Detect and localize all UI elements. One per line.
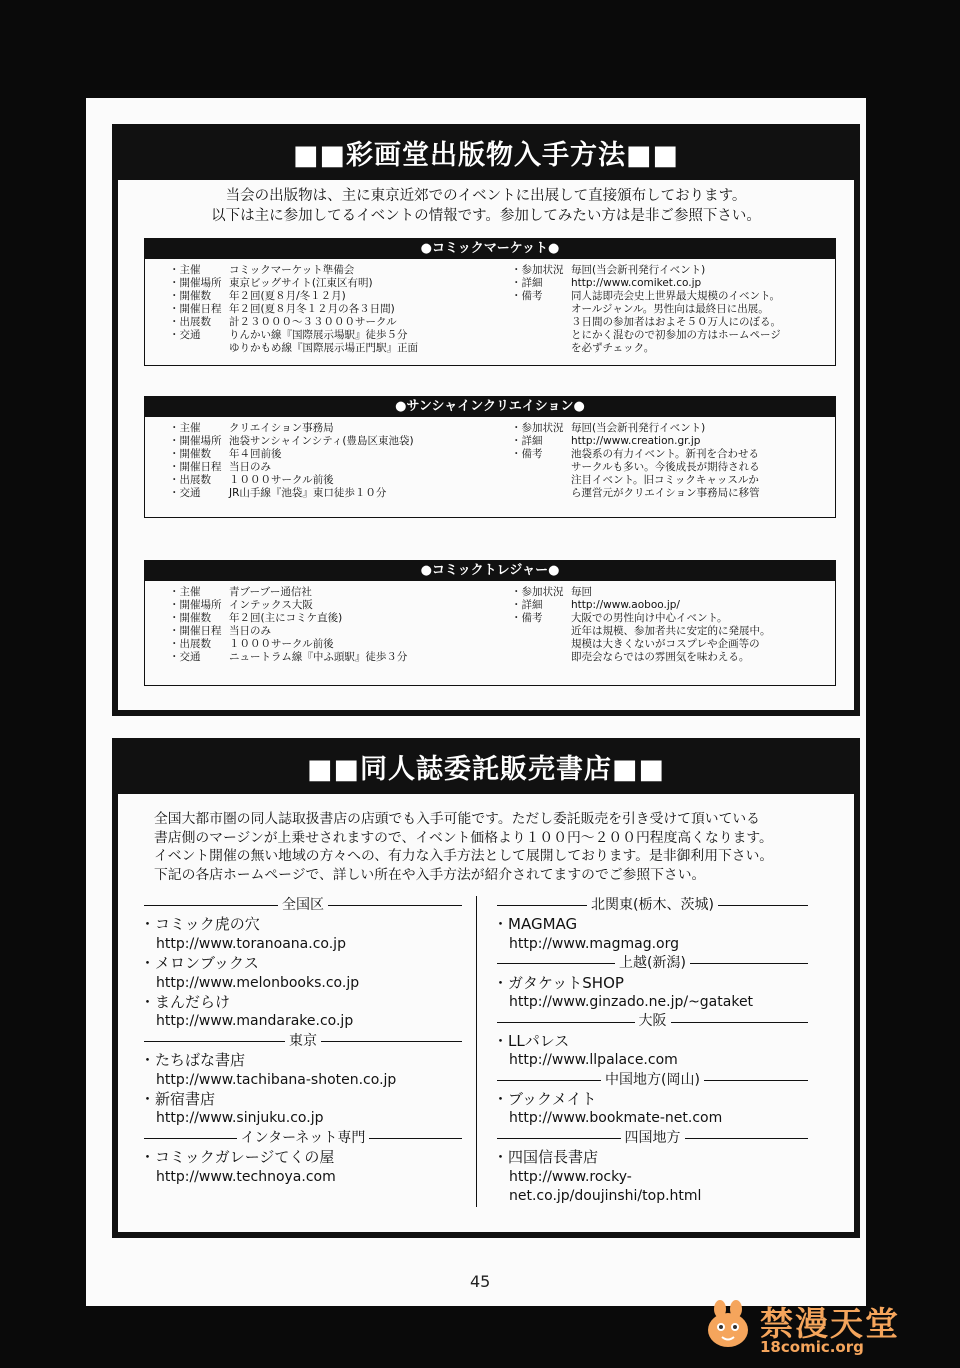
shop-url-link[interactable]: http://www.sinjuku.co.jp [156,1110,324,1127]
detail-value: 東京ビッグサイト(江東区有明) [229,277,373,289]
detail-value: りんかい線『国際展示場駅』徒歩５分 [229,329,408,341]
detail-key: ・ 出展数 [169,638,229,651]
event-title: ●コミックトレジャー● [145,561,835,581]
intro-line: 以下は主に参加してるイベントの情報です。参加してみたい方は是非ご参照下さい。 [211,208,761,224]
detail-value: 同人誌即売会史上世界最大規模のイベント。 [571,290,781,302]
event-info-panel [112,124,860,716]
shop-url-link[interactable]: http://www.technoya.com [156,1168,336,1185]
detail-continuation: 注目イベント。旧コミックキャッスルか [571,474,759,486]
event-detail-row [169,599,511,612]
detail-value: http://www.creation.gr.jp [571,435,701,447]
shop-url-link[interactable]: http://www.melonbooks.co.jp [156,974,360,991]
event-details-left [169,586,511,664]
shop-name: ・ たちばな書店 [140,1051,466,1070]
detail-value: 大阪での男性向け中心イベント。 [571,612,728,624]
event-detail-row [169,422,511,435]
event-details [145,417,835,500]
section2-intro [154,810,773,884]
event-detail-row [169,474,511,487]
shop-name: ・ まんだらけ [140,993,466,1012]
detail-continuation: ゆりかもめ線『国際展示場正門駅』正面 [229,342,418,354]
shop-url-link[interactable]: http://www.ginzado.ne.jp/~gataket [509,994,754,1011]
event-detail-row [511,435,831,448]
site-watermark [702,1296,934,1358]
detail-key: ・ 主催 [169,586,229,599]
detail-value: １０００サークル前後 [229,638,334,650]
detail-value: コミックマーケット準備会 [229,264,355,276]
event-details-right [511,422,831,500]
event-details-right [511,586,831,664]
event-details-left [169,422,511,500]
page-number: 45 [470,1272,491,1291]
region-heading: 四国地方 [493,1129,812,1148]
intro-line: イベント開催の無い地域の方々への、有力な入手方法として展開しております。是非御利用下さい。 [154,848,774,864]
detail-value: http://www.comiket.co.jp [571,277,702,289]
shop-url-link[interactable]: http://www.tachibana-shoten.co.jp [156,1071,397,1088]
event-detail-row [169,612,511,625]
shop-url-link[interactable]: http://www.magmag.org [509,935,680,952]
detail-key: ・ 備考 [511,448,571,461]
detail-value: 計２３０００～３３０００サークル [229,316,397,328]
event-details [145,259,835,355]
shop-url-link[interactable]: http://www.llpalace.com [509,1052,678,1069]
detail-value: １０００サークル前後 [229,474,334,486]
detail-value: ニュートラム線『中ふ頭駅』徒歩３分 [229,651,408,663]
detail-value: 当日のみ [229,461,271,473]
detail-value: 年２回(夏８月冬１２月の各３日間) [229,303,395,315]
shop-url-link[interactable]: http://www.toranoana.co.jp [156,935,346,952]
detail-continuation: オールジャンル。男性向は最終日に出展。 [571,303,769,315]
shop-column-left [140,896,476,1207]
event-box-creation [144,396,836,518]
detail-continuation: 規模は大きくないがコスプレや企画等の [571,638,760,650]
detail-value: 毎回(当会新刊発行イベント) [571,422,706,434]
event-detail-row [169,329,511,342]
section2-body [118,794,854,1232]
event-detail-row [169,448,511,461]
detail-continuation: ら運営元がクリエイション事務局に移管 [571,487,760,499]
detail-key: ・ 主催 [169,264,229,277]
detail-value: 年２回(夏８月/冬１２月) [229,290,346,302]
shop-url-link[interactable]: http://www.bookmate-net.com [509,1110,723,1127]
detail-value: 年２回(主にコミケ直後) [229,612,343,624]
detail-key: ・ 詳細 [511,599,571,612]
event-detail-row [169,461,511,474]
detail-key: ・ 詳細 [511,277,571,290]
event-details-right [511,264,831,355]
region-heading: インターネット専門 [140,1129,466,1148]
region-heading: 上越(新潟) [493,954,812,973]
intro-line: 下記の各店ホームページで、詳しい所在や入手方法が紹介されてますのでご参照下さい。 [154,866,706,883]
detail-continuation: 近年は規模、参加者共に安定的に発展中。 [571,625,771,637]
event-detail-row [169,316,511,329]
detail-value: 青ブーブー通信社 [229,586,312,598]
event-detail-row [169,638,511,651]
detail-key: ・ 出展数 [169,474,229,487]
event-detail-row [169,651,511,664]
detail-key: ・ 交通 [169,651,229,664]
detail-value: インテックス大阪 [229,599,313,611]
event-detail-row [169,625,511,638]
shop-name: ・ コミック虎の穴 [140,915,466,934]
shop-column-right [476,896,812,1207]
region-heading: 北関東(栃木、茨城) [493,896,812,915]
detail-continuation: 即売会ならではの雰囲気を味わえる。 [571,651,750,663]
event-detail-row [169,303,511,316]
event-detail-row [511,290,831,303]
detail-key: ・ 開催数 [169,290,229,303]
detail-key: ・ 参加状況 [511,422,571,435]
detail-value: クリエイション事務局 [229,422,334,434]
section1-heading: ■■彩画堂出版物入手方法■■ [292,139,680,171]
intro-line: 全国大都市圏の同人誌取扱書店の店頭でも入手可能です。ただし委託販売を引き受けて頂いている [154,811,760,827]
detail-key: ・ 参加状況 [511,264,571,277]
detail-value: 毎回(当会新刊発行イベント) [571,264,706,276]
event-details-left [169,264,511,355]
event-detail-row [511,264,831,277]
shop-name: ・ メロンブックス [140,954,466,973]
detail-value: 池袋系の有力イベント。新刊を合わせる [571,448,760,460]
detail-key: ・ 開催場所 [169,599,229,612]
detail-key: ・ 開催日程 [169,303,229,316]
shop-list [140,896,812,1207]
detail-key: ・ 開催場所 [169,435,229,448]
region-heading: 中国地方(岡山) [493,1071,812,1090]
shop-name: ・ ブックメイト [493,1090,812,1109]
region-heading: 大阪 [493,1012,812,1031]
event-details [145,581,835,664]
event-box-comiket [144,238,836,366]
event-detail-row [511,599,831,612]
detail-key: ・ 参加状況 [511,586,571,599]
detail-key: ・ 交通 [169,487,229,500]
section2-heading: ■■同人誌委託販売書店■■ [306,753,666,785]
detail-value: JR山手線『池袋』東口徒歩１０分 [229,487,387,499]
detail-continuation: サークルも多い。今後成長が期待される [571,461,760,473]
event-box-comic-treasure [144,560,836,686]
detail-key: ・ 開催数 [169,448,229,461]
event-title: ●コミックマーケット● [145,239,835,259]
detail-value: 年４回前後 [229,448,282,460]
event-detail-row [169,487,511,500]
detail-key: ・ 開催日程 [169,461,229,474]
event-detail-row [169,290,511,303]
detail-key: ・ 開催場所 [169,277,229,290]
detail-continuation: を必ずチェック。 [571,342,655,354]
section1-intro [118,186,854,226]
section1-body [118,180,854,710]
watermark-url: 18comic.org [760,1338,864,1356]
detail-key: ・ 開催数 [169,612,229,625]
event-detail-row [511,586,831,599]
shop-name: ・ 新宿書店 [140,1090,466,1109]
shop-name: ・ コミックガレージてくの屋 [140,1148,466,1167]
event-detail-row [511,448,831,461]
event-detail-row [511,277,831,290]
event-detail-row [169,435,511,448]
detail-continuation: ３日間の参加者はおよそ５０万人にのぼる。 [571,316,781,328]
shop-url-link[interactable]: http://www.rocky-net.co.jp/doujinshi/top.html [509,1168,702,1205]
intro-line: 書店側のマージンが上乗せされますので、イベント価格より１００円～２００円程度高くなります。 [154,829,773,846]
mascot-logo-icon [702,1300,754,1352]
event-detail-row [511,422,831,435]
event-detail-row [169,586,511,599]
detail-continuation: とにかく混むので初参加の方はホームページ [571,329,781,341]
detail-key: ・ 主催 [169,422,229,435]
detail-value: http://www.aoboo.jp/ [571,599,680,611]
shop-name: ・ 四国信長書店 [493,1148,812,1167]
detail-value: 毎回 [571,586,592,598]
detail-value: 池袋サンシャインシティ(豊島区東池袋) [229,435,414,447]
event-title: ●サンシャインクリエイション● [145,397,835,417]
intro-line: 当会の出版物は、主に東京近郊でのイベントに出展して直接頒布しております。 [225,188,747,204]
region-heading: 全国区 [140,896,466,915]
consignment-shops-panel [112,738,860,1238]
shop-name: ・ MAGMAG [493,915,812,934]
watermark-text: 禁漫天堂 [760,1304,900,1343]
detail-key: ・ 交通 [169,329,229,342]
shop-url-link[interactable]: http://www.mandarake.co.jp [156,1013,354,1030]
detail-value: 当日のみ [229,625,271,637]
region-heading: 東京 [140,1032,466,1051]
detail-key: ・ 備考 [511,290,571,303]
shop-name: ・ LLパレス [493,1032,812,1051]
event-detail-row [511,612,831,625]
detail-key: ・ 備考 [511,612,571,625]
event-detail-row [169,264,511,277]
detail-key: ・ 詳細 [511,435,571,448]
shop-name: ・ ガタケットSHOP [493,974,812,993]
detail-key: ・ 出展数 [169,316,229,329]
event-detail-row [169,277,511,290]
detail-key: ・ 開催日程 [169,625,229,638]
